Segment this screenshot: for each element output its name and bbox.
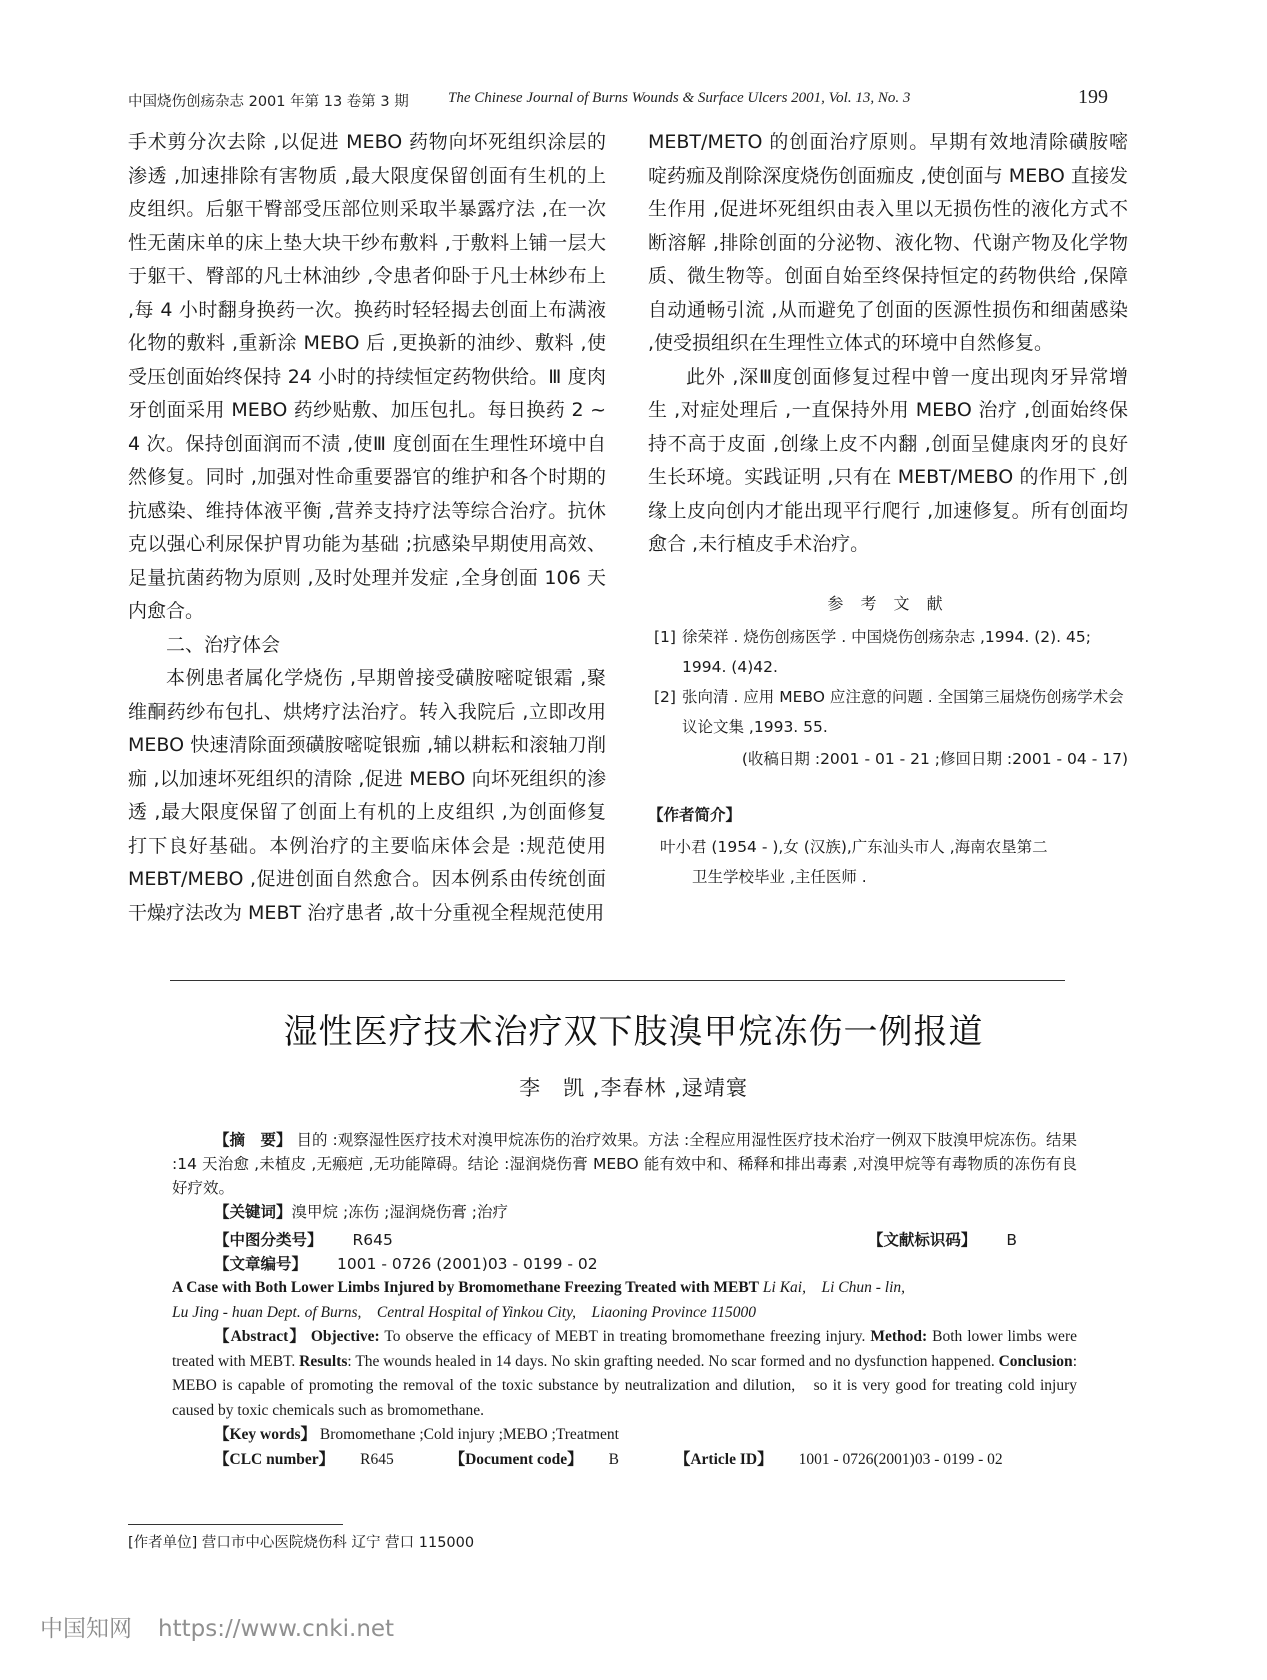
objective-label: Objective: — [305, 1328, 380, 1345]
reference-number: [1] — [654, 627, 676, 646]
doc-code-field — [868, 1228, 1047, 1252]
method-text: Both lower limbs were treated with MEBT. — [172, 1328, 1077, 1370]
english-classification-line — [172, 1448, 1077, 1473]
english-abstract-label: 【Abstract】 — [214, 1328, 306, 1345]
reference-text: 张向清 . 应用 MEBO 应注意的问题 . 全国第三届烧伤创疡学术会议论文集 ,1993. 55. — [682, 687, 1124, 736]
article-id-field — [214, 1252, 628, 1276]
reference-number: [2] — [654, 687, 676, 706]
english-article-id-value: 1001 - 0726(2001)03 - 0199 - 02 — [798, 1450, 1003, 1468]
english-clc-field — [214, 1448, 420, 1473]
left-column — [128, 126, 606, 930]
english-doc-code-value: B — [608, 1450, 619, 1468]
english-clc-value: R645 — [360, 1450, 394, 1468]
author-affiliation-footnote: [作者单位] 营口市中心医院烧伤科 辽宁 营口 115000 — [128, 1535, 475, 1551]
english-doc-code-label: 【Document code】 — [449, 1450, 583, 1468]
doc-code-label: 【文献标识码】 — [867, 1231, 977, 1249]
abstract-text: 目的 :观察湿性医疗技术对溴甲烷冻伤的治疗效果。方法 :全程应用湿性医疗技术治疗一例双下肢溴甲烷冻伤。结果 :14 天治愈 ,未植皮 ,无瘢疤 ,无功能障碍。结论 :湿润烧伤膏 MEBO 能有效中和、稀释和排出毒素 ,对溴甲烷等有毒物质的冻伤有良好疗效。 — [172, 1131, 1077, 1197]
english-title-line — [172, 1276, 1077, 1301]
clc-label: 【中图分类号】 — [214, 1231, 323, 1249]
right-paragraph-2: 此外 ,深Ⅲ度创面修复过程中曾一度出现肉牙异常增生 ,对症处理后 ,一直保持外用 MEBO 治疗 ,创面始终保持不高于皮面 ,创缘上皮不内翻 ,创面呈健康肉牙的良好生长环境。实践证明 ,只有在 MEBT/MEBO 的作用下 ,创缘上皮向创内才能出现平行爬行 ,加速修复。所有创面均愈合 ,未行植皮手术治疗。 — [648, 365, 1128, 555]
english-keywords-text: Bromomethane ;Cold injury ;MEBO ;Treatment — [316, 1426, 619, 1443]
author-intro-line-2: 卫生学校毕业 ,主任医师 . — [692, 867, 867, 886]
article-id-value: 1001 - 0726 (2001)03 - 0199 - 02 — [337, 1255, 598, 1273]
english-abstract — [172, 1276, 1077, 1472]
page-number: 199 — [1078, 86, 1108, 108]
watermark-url: https://www.cnki.net — [158, 1616, 395, 1642]
reference-item — [648, 622, 1128, 682]
abstract-label: 【摘 要】 — [214, 1131, 292, 1149]
english-clc-label: 【CLC number】 — [214, 1450, 335, 1468]
cnki-watermark — [40, 1610, 394, 1650]
references-title: 参 考 文 献 — [827, 593, 949, 613]
english-article-id-field — [675, 1448, 1029, 1473]
article-authors: 李 凯 ,李春林 ,逯靖寰 — [519, 1076, 748, 1100]
english-doc-code-field — [450, 1448, 645, 1473]
section-heading: 二、治疗体会 — [166, 633, 281, 656]
author-intro-line-1: 叶小君 (1954 - ),女 (汉族),广东汕头市人 ,海南农垦第二 — [660, 837, 1048, 856]
watermark-brand: 中国知网 — [40, 1616, 132, 1642]
results-label: Results — [299, 1352, 348, 1370]
left-paragraph-1: 手术剪分次去除 ,以促进 MEBO 药物向坏死组织涂层的渗透 ,加速排除有害物质 ,最大限度保留创面有生机的上皮组织。后躯干臀部受压部位则采取半暴露疗法 ,在一次性无菌床单的床上垫大块干纱布敷料 ,于敷料上铺一层大于躯干、臀部的凡士林油纱 ,令患者仰卧于凡士林纱布上 ,每 4 小时翻身换药一次。换药时轻轻揭去创面上布满液化物的敷料 ,重新涂 MEBO 后 ,更换新的油纱、敷料 ,使受压创面始终保持 24 小时的持续恒定药物供给。Ⅲ 度肉牙创面采用 MEBO 药纱贴敷、加压包扎。每日换药 2 ~ 4 次。保持创面润而不渍 ,使Ⅲ 度创面在生理性环境中自然修复。同时 ,加强对性命重要器官的维护和各个时期的抗感染、维持体液平衡 ,营养支持疗法等综合治疗。抗休克以强心利尿保护胃功能为基础 ;抗感染早期使用高效、足量抗菌药物为原则 ,及时处理并发症 ,全身创面 106 天内愈合。 — [128, 131, 606, 622]
english-article-id-label: 【Article ID】 — [674, 1450, 773, 1468]
english-title: A Case with Both Lower Limbs Injured by Bromomethane Freezing Treated with MEBT — [172, 1279, 760, 1296]
english-keywords-label: 【Key words】 — [214, 1426, 317, 1443]
doc-code-value: B — [1006, 1231, 1017, 1249]
left-paragraph-2: 本例患者属化学烧伤 ,早期曾接受磺胺嘧啶银霜 ,聚维酮药纱布包扎、烘烤疗法治疗。转入我院后 ,立即改用 MEBO 快速清除面颈磺胺嘧啶银痂 ,辅以耕耘和滚轴刀削痂 ,以加速坏死组织的清除 ,促进 MEBO 向坏死组织的渗透 ,最大限度保留了创面上有机的上皮组织 ,为创面修复打下良好基础。本例治疗的主要临床体会是 :规范使用 MEBT/MEBO ,促进创面自然愈合。因本例系由传统创面干燥疗法改为 MEBT 治疗患者 ,故十分重视全程规范使用 — [128, 667, 606, 924]
received-dates: (收稿日期 :2001 - 01 - 21 ;修回日期 :2001 - 04 - 17) — [741, 749, 1128, 768]
right-column — [648, 126, 1128, 892]
section-divider — [170, 980, 1065, 981]
reference-text: 徐荣祥 . 烧伤创疡医学 . 中国烧伤创疡杂志 ,1994. (2). 45; 1994. (4)42. — [682, 627, 1091, 676]
method-label: Method: — [870, 1328, 928, 1345]
classification-line — [172, 1228, 1077, 1276]
clc-field — [214, 1228, 423, 1252]
keywords-line — [172, 1200, 1077, 1224]
journal-name-en: The Chinese Journal of Burns Wounds & Surface Ulcers 2001, Vol. 13, No. 3 — [448, 90, 911, 106]
english-affiliation: Lu Jing - huan Dept. of Burns, Central Hospital of Yinkou City, Liaoning Province 115000 — [172, 1303, 756, 1321]
running-header — [128, 86, 1108, 114]
author-intro-title: 【作者简介】 — [648, 805, 742, 824]
english-authors: Li Kai, Li Chun - lin, — [759, 1279, 906, 1296]
abstract-paragraph — [172, 1128, 1077, 1200]
footnote-divider — [128, 1524, 343, 1525]
author-intro — [648, 832, 1128, 892]
article-id-label: 【文章编号】 — [214, 1255, 308, 1273]
english-keywords-line — [172, 1423, 1077, 1448]
results-text: : The wounds healed in 14 days. No skin grafting needed. No scar formed and no dysfunction happened. — [347, 1352, 999, 1370]
chinese-abstract — [172, 1128, 1077, 1276]
clc-value: R645 — [352, 1231, 393, 1249]
right-paragraph-1: MEBT/METO 的创面治疗原则。早期有效地清除磺胺嘧啶药痂及削除深度烧伤创面痂皮 ,使创面与 MEBO 直接发生作用 ,促进坏死组织由表入里以无损伤性的液化方式不断溶解 ,排除创面的分泌物、液化物、代谢产物及化学物质、微生物等。创面自始至终保持恒定的药物供给 ,保障自动通畅引流 ,从而避免了创面的医源性损伤和细菌感染 ,使受损组织在生理性立体式的环境中自然修复。 — [648, 131, 1128, 354]
article-title: 湿性医疗技术治疗双下肢溴甲烷冻伤一例报道 — [283, 1012, 984, 1052]
keywords-text: 溴甲烷 ;冻伤 ;湿润烧伤膏 ;治疗 — [291, 1203, 508, 1221]
english-abstract-paragraph — [172, 1325, 1077, 1423]
keywords-label: 【关键词】 — [214, 1203, 292, 1221]
journal-name-cn: 中国烧伤创疡杂志 2001 年第 13 卷第 3 期 — [128, 94, 409, 110]
conclusion-text: : MEBO is capable of promoting the removal of the toxic substance by neutralization and dilution, so it is very good for treating cold injury caused by toxic chemicals such as bromomethane. — [172, 1352, 1077, 1419]
objective-text: To observe the efficacy of MEBT in treating bromomethane freezing injury. — [379, 1328, 871, 1345]
reference-item — [648, 682, 1128, 742]
conclusion-label: Conclusion — [998, 1352, 1073, 1370]
